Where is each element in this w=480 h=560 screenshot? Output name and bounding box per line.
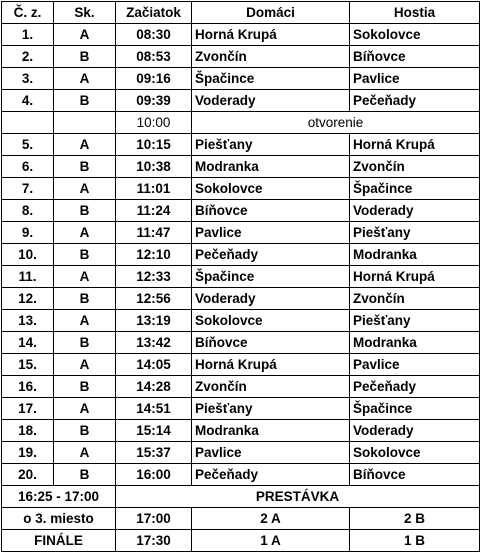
home-team: Pavlice <box>192 222 350 244</box>
third-place-row <box>2 508 480 530</box>
third-place-label: o 3. miesto <box>2 508 116 530</box>
opening-row <box>2 112 480 134</box>
away-team: Horná Krupá <box>350 266 480 288</box>
home-team: Špačince <box>192 68 350 90</box>
away-team: Bíňovce <box>350 46 480 68</box>
match-number: 2. <box>2 46 54 68</box>
break-label: PRESTÁVKA <box>116 486 480 508</box>
match-number: 13. <box>2 310 54 332</box>
start-time: 09:16 <box>116 68 192 90</box>
match-number: 10. <box>2 244 54 266</box>
final-time: 17:30 <box>116 530 192 552</box>
start-time: 08:53 <box>116 46 192 68</box>
start-time: 11:24 <box>116 200 192 222</box>
start-time: 14:51 <box>116 398 192 420</box>
start-time: 11:47 <box>116 222 192 244</box>
table-row <box>2 244 480 266</box>
table-row <box>2 200 480 222</box>
final-away: 1 B <box>350 530 480 552</box>
away-team: Bíňovce <box>350 464 480 486</box>
opening-time: 10:00 <box>116 112 192 134</box>
away-team: Modranka <box>350 244 480 266</box>
table-row <box>2 24 480 46</box>
header-match-number: Č. z. <box>2 2 54 24</box>
table-row <box>2 178 480 200</box>
start-time: 15:37 <box>116 442 192 464</box>
table-row <box>2 68 480 90</box>
start-time: 13:42 <box>116 332 192 354</box>
match-number: 18. <box>2 420 54 442</box>
match-number: 15. <box>2 354 54 376</box>
group-cell: B <box>54 332 116 354</box>
match-number: 11. <box>2 266 54 288</box>
group-cell: A <box>54 134 116 156</box>
start-time: 15:14 <box>116 420 192 442</box>
match-number: 3. <box>2 68 54 90</box>
away-team: Voderady <box>350 420 480 442</box>
group-cell: B <box>54 288 116 310</box>
match-number: 9. <box>2 222 54 244</box>
schedule-body <box>2 24 480 552</box>
final-label: FINÁLE <box>2 530 116 552</box>
group-cell: B <box>54 420 116 442</box>
home-team: Bíňovce <box>192 200 350 222</box>
table-row <box>2 266 480 288</box>
group-cell: B <box>54 90 116 112</box>
start-time: 10:38 <box>116 156 192 178</box>
group-cell: A <box>54 310 116 332</box>
start-time: 14:05 <box>116 354 192 376</box>
home-team: Pavlice <box>192 442 350 464</box>
home-team: Pečeňady <box>192 244 350 266</box>
table-row <box>2 288 480 310</box>
home-team: Bíňovce <box>192 332 350 354</box>
start-time: 09:39 <box>116 90 192 112</box>
group-cell: B <box>54 376 116 398</box>
home-team: Piešťany <box>192 398 350 420</box>
match-number: 14. <box>2 332 54 354</box>
start-time: 10:15 <box>116 134 192 156</box>
table-row <box>2 376 480 398</box>
away-team: Sokolovce <box>350 24 480 46</box>
group-cell: B <box>54 464 116 486</box>
group-cell: A <box>54 398 116 420</box>
opening-label: otvorenie <box>192 112 480 134</box>
away-team: Horná Krupá <box>350 134 480 156</box>
header-away-team: Hostia <box>350 2 480 24</box>
away-team: Pavlice <box>350 354 480 376</box>
group-cell: A <box>54 442 116 464</box>
group-cell: A <box>54 266 116 288</box>
start-time: 13:19 <box>116 310 192 332</box>
home-team: Piešťany <box>192 134 350 156</box>
table-row <box>2 420 480 442</box>
away-team: Pečeňady <box>350 90 480 112</box>
start-time: 12:56 <box>116 288 192 310</box>
away-team: Voderady <box>350 200 480 222</box>
start-time: 12:33 <box>116 266 192 288</box>
table-row <box>2 442 480 464</box>
home-team: Zvončín <box>192 376 350 398</box>
match-number: 6. <box>2 156 54 178</box>
group-cell: B <box>54 244 116 266</box>
third-place-away: 2 B <box>350 508 480 530</box>
break-row <box>2 486 480 508</box>
home-team: Pečeňady <box>192 464 350 486</box>
final-row <box>2 530 480 552</box>
table-row <box>2 46 480 68</box>
home-team: Sokolovce <box>192 178 350 200</box>
home-team: Modranka <box>192 420 350 442</box>
table-row <box>2 222 480 244</box>
table-row <box>2 156 480 178</box>
away-team: Špačince <box>350 178 480 200</box>
match-number: 19. <box>2 442 54 464</box>
match-number: 8. <box>2 200 54 222</box>
table-row <box>2 90 480 112</box>
away-team: Zvončín <box>350 288 480 310</box>
away-team: Sokolovce <box>350 442 480 464</box>
match-number: 5. <box>2 134 54 156</box>
table-row <box>2 464 480 486</box>
match-number: 12. <box>2 288 54 310</box>
empty-cell <box>54 112 116 134</box>
match-number: 1. <box>2 24 54 46</box>
match-number: 4. <box>2 90 54 112</box>
away-team: Zvončín <box>350 156 480 178</box>
header-group: Sk. <box>54 2 116 24</box>
match-number: 7. <box>2 178 54 200</box>
start-time: 08:30 <box>116 24 192 46</box>
away-team: Pavlice <box>350 68 480 90</box>
home-team: Voderady <box>192 90 350 112</box>
home-team: Sokolovce <box>192 310 350 332</box>
header-row <box>2 2 480 24</box>
final-home: 1 A <box>192 530 350 552</box>
home-team: Horná Krupá <box>192 354 350 376</box>
group-cell: B <box>54 156 116 178</box>
match-number: 20. <box>2 464 54 486</box>
table-row <box>2 398 480 420</box>
header-start-time: Začiatok <box>116 2 192 24</box>
empty-cell <box>2 112 54 134</box>
match-number: 16. <box>2 376 54 398</box>
home-team: Modranka <box>192 156 350 178</box>
home-team: Voderady <box>192 288 350 310</box>
away-team: Pečeňady <box>350 376 480 398</box>
home-team: Špačince <box>192 266 350 288</box>
third-place-time: 17:00 <box>116 508 192 530</box>
start-time: 16:00 <box>116 464 192 486</box>
group-cell: A <box>54 354 116 376</box>
group-cell: A <box>54 222 116 244</box>
break-time-range: 16:25 - 17:00 <box>2 486 116 508</box>
group-cell: B <box>54 200 116 222</box>
away-team: Piešťany <box>350 222 480 244</box>
home-team: Horná Krupá <box>192 24 350 46</box>
start-time: 12:10 <box>116 244 192 266</box>
schedule-table <box>1 1 480 552</box>
third-place-home: 2 A <box>192 508 350 530</box>
away-team: Špačince <box>350 398 480 420</box>
away-team: Piešťany <box>350 310 480 332</box>
away-team: Modranka <box>350 332 480 354</box>
table-row <box>2 332 480 354</box>
group-cell: B <box>54 46 116 68</box>
table-row <box>2 310 480 332</box>
header-home-team: Domáci <box>192 2 350 24</box>
group-cell: A <box>54 68 116 90</box>
home-team: Zvončín <box>192 46 350 68</box>
group-cell: A <box>54 178 116 200</box>
start-time: 14:28 <box>116 376 192 398</box>
table-row <box>2 354 480 376</box>
match-number: 17. <box>2 398 54 420</box>
start-time: 11:01 <box>116 178 192 200</box>
table-row <box>2 134 480 156</box>
group-cell: A <box>54 24 116 46</box>
